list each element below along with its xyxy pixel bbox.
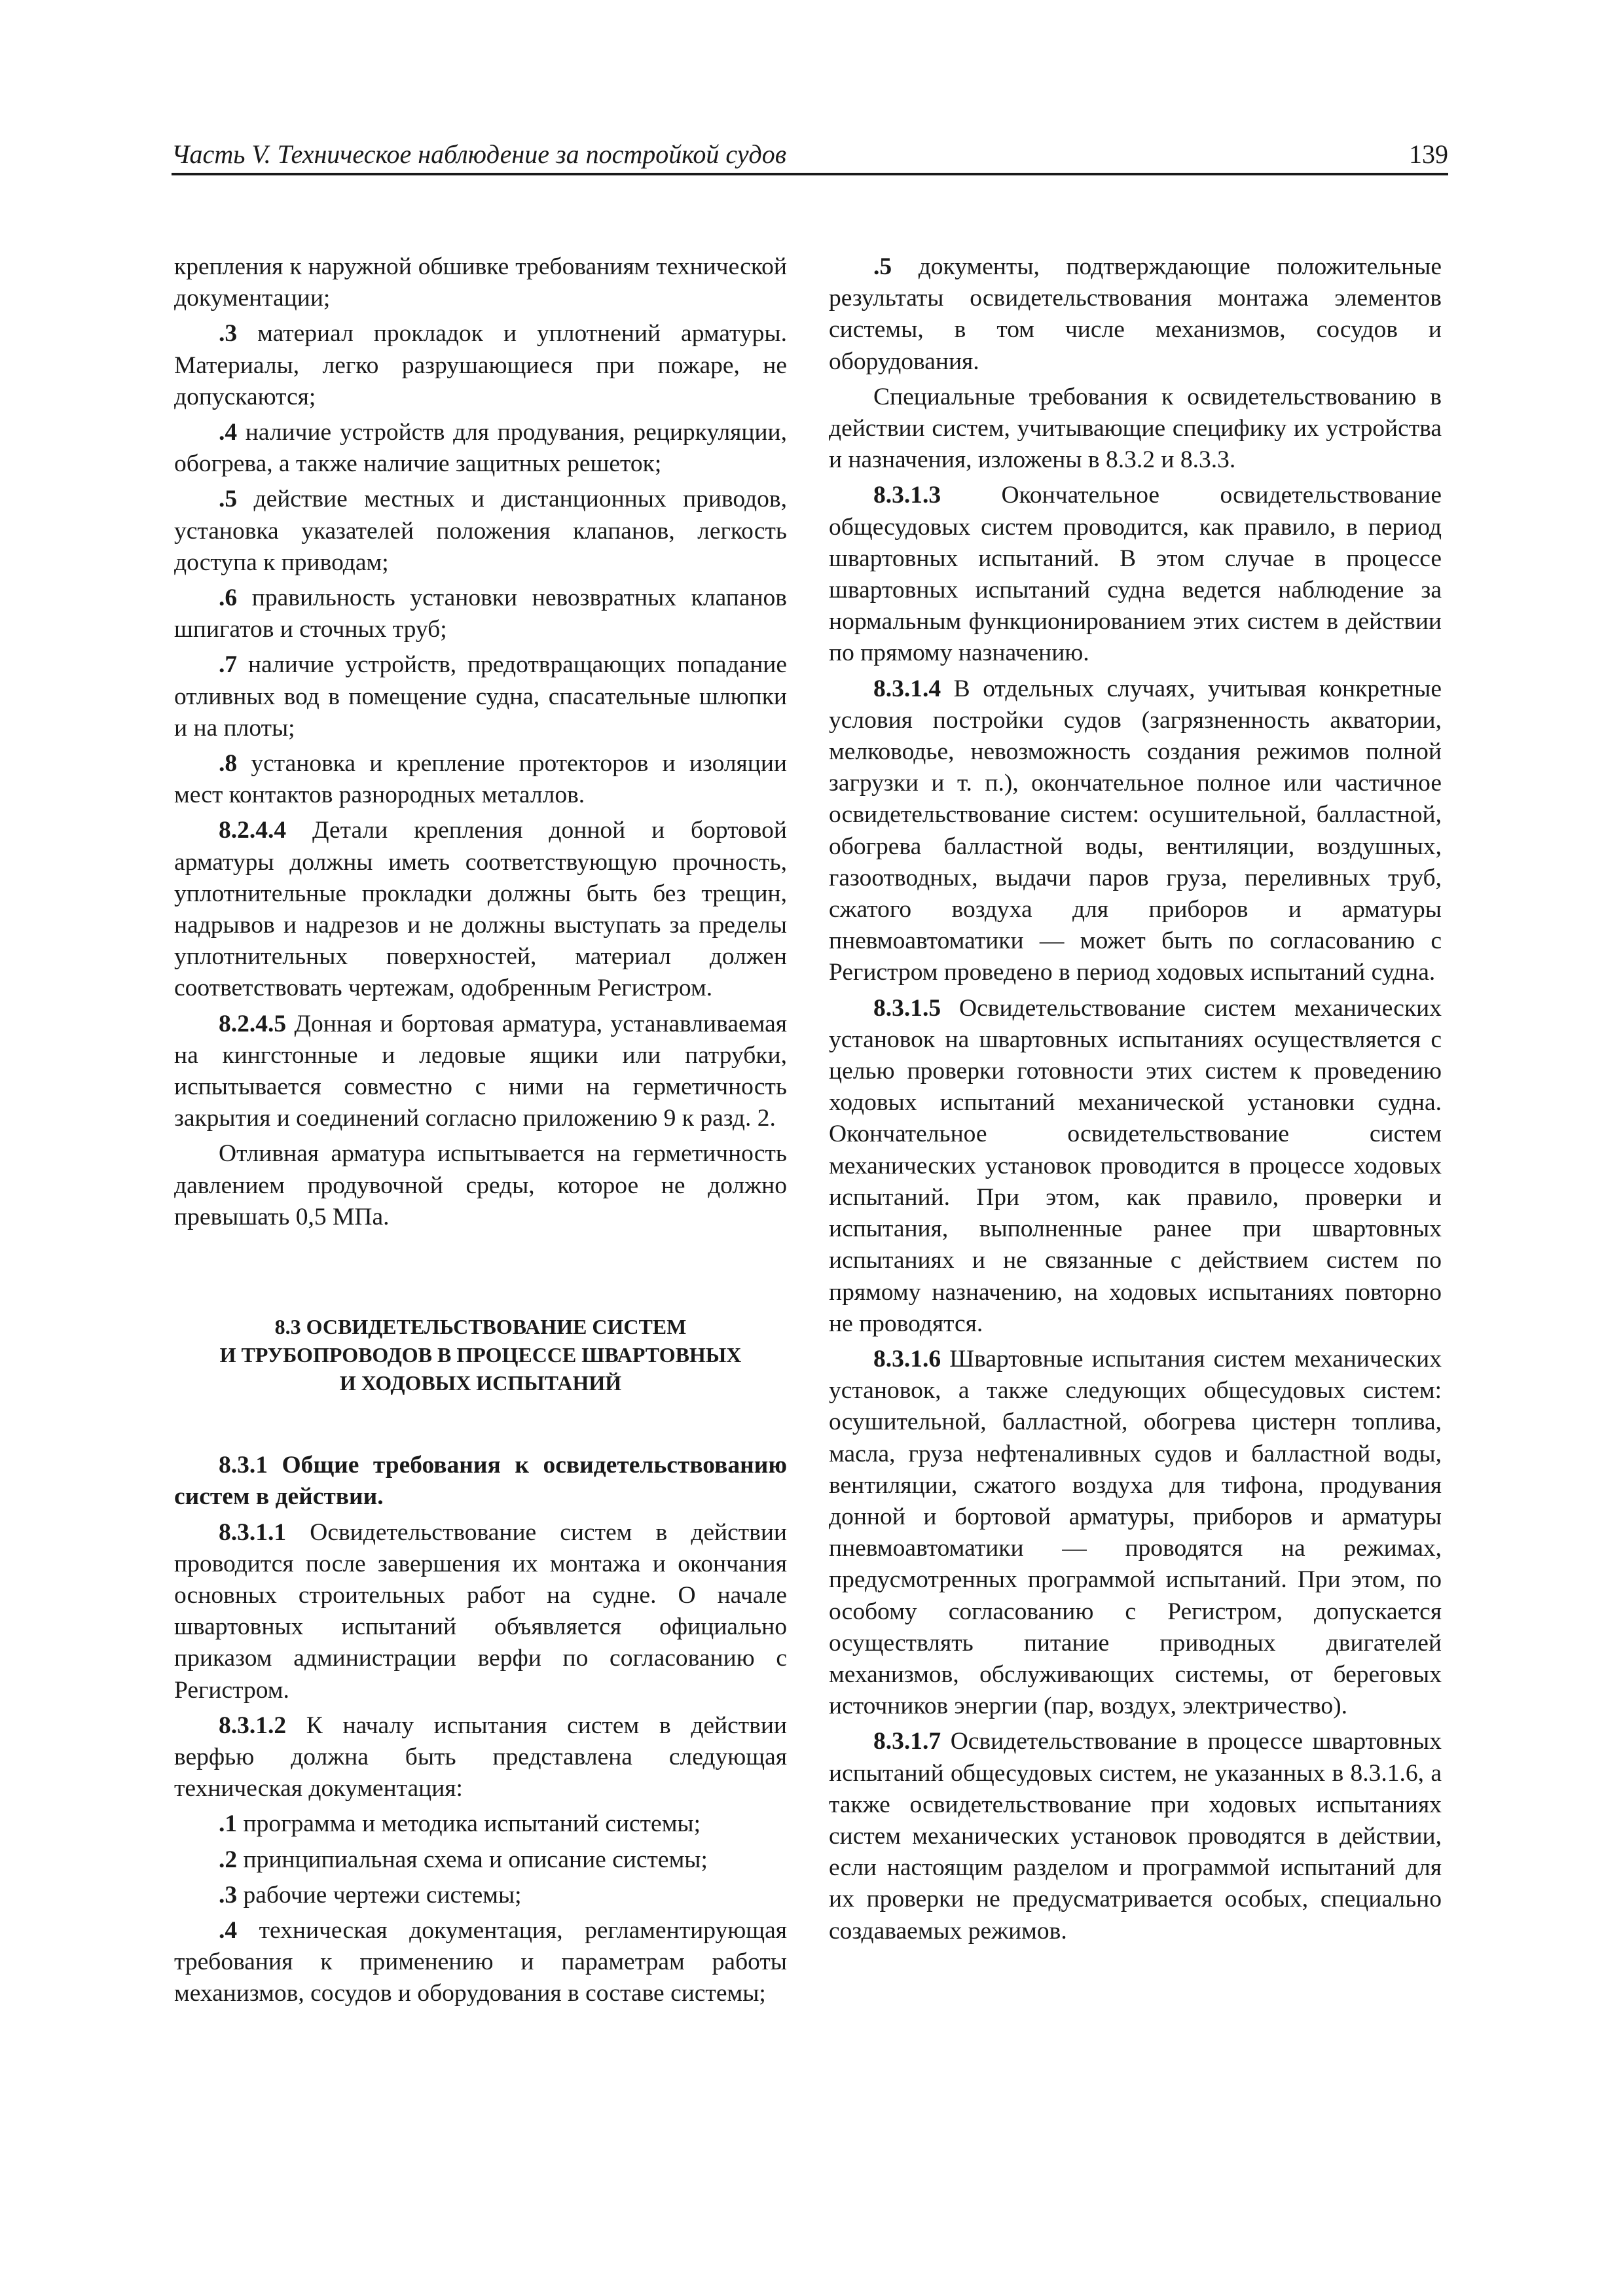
item-number: 8.2.4.5 (219, 1010, 287, 1037)
paragraph-text: К началу испытания систем в действии верфью должна быть представлена следующая техническая документация: (174, 1712, 787, 1803)
paragraph-text: Окончательное освидетельствование общесудовых систем проводится, как правило, в период швартовных испытаний. В этом случае в процессе швартовных испытаний судна ведется наблюдение за нормальным функционированием этих систем в действии по прямому назначению. (829, 482, 1442, 667)
item-number: 8.3.1.4 (873, 675, 941, 702)
item-number: .5 (873, 253, 892, 280)
paragraph (174, 417, 787, 480)
paragraph (174, 649, 787, 744)
paragraph: крепления к наружной обшивке требованиям технической документации; (174, 253, 787, 312)
item-number: 8.3.1.7 (873, 1728, 941, 1755)
item-number: 8.2.4.4 (219, 817, 287, 844)
section-title (174, 1313, 787, 1397)
item-number: .4 (219, 1916, 238, 1944)
paragraph (829, 1344, 1442, 1722)
paragraph (174, 583, 787, 645)
paragraph (174, 1710, 787, 1805)
paragraph (174, 748, 787, 811)
right-column (829, 251, 1442, 1951)
paragraph (829, 480, 1442, 669)
item-number: .4 (219, 419, 238, 446)
item-number: .7 (219, 651, 238, 679)
paragraph (174, 484, 787, 579)
item-number: .3 (219, 320, 238, 348)
paragraph-text: правильность установки невозвратных клапанов шпигатов и сточных труб; (174, 584, 787, 643)
paragraph (174, 318, 787, 413)
item-number: 8.3.1.3 (873, 482, 941, 509)
paragraph-text: В отдельных случаях, учитывая конкретные условия постройки судов (загрязненность акватории, мелководье, невозможность создания режимов полной загрузки и т. п.), окончательное полное или частичное освидетельствование систем: осушительной, балластной, обогрева балластной воды, вентиляции, воздушных, газоотводных, выдачи паров груза, переливных труб, сжатого воздуха для приборов и арматуры пневмоавтоматики — может быть по согласованию с Регистром проведено в период ходовых испытаний судна. (829, 675, 1442, 986)
item-number: .2 (219, 1846, 238, 1873)
section-title-line: И ТРУБОПРОВОДОВ В ПРОЦЕССЕ ШВАРТОВНЫХ (219, 1343, 742, 1367)
paragraph-text: Освидетельствование систем механических установок на швартовных испытаниях осуществляется с целью проверки готовности этих систем к проведению ходовых испытаний механической установки судна. Окончательное освидетельствование систем механических установок проводится в процессе ходовых испытаний. При этом, как правило, проверки и испытания, выполненные ранее при швартовных испытаниях и не связанные с действием систем по прямому назначению, на ходовых испытаниях повторно не проводятся. (829, 994, 1442, 1337)
list-item (829, 251, 1442, 378)
item-number: 8.3.1.2 (219, 1712, 287, 1739)
section-title-line: 8.3 ОСВИДЕТЕЛЬСТВОВАНИЕ СИСТЕМ (274, 1315, 687, 1339)
list-item (174, 1915, 787, 2010)
paragraph: Отливная арматура испытывается на герметичность давлением продувочной среды, которое не должно превышать 0,5 МПа. (174, 1140, 787, 1230)
item-number: .1 (219, 1810, 238, 1838)
item-number: .8 (219, 750, 238, 778)
paragraph: Специальные требования к освидетельствованию в действии систем, учитывающие специфику их устройства и назначения, изложены в 8.3.2 и 8.3.3. (829, 383, 1442, 474)
paragraph-text: принципиальная схема и описание системы; (237, 1846, 708, 1873)
paragraph (829, 1726, 1442, 1946)
item-number: 8.3.1.1 (219, 1518, 287, 1546)
item-number: 8.3.1.5 (873, 994, 941, 1022)
item-number: .5 (219, 486, 238, 513)
paragraph (829, 993, 1442, 1340)
paragraph-text: Освидетельствование в процессе швартовных испытаний общесудовых систем, не указанных в 8.3.1.6, а также освидетельствование при ходовых испытаниях систем механических установок проводятся в действии, если настоящим разделом и программой испытаний для их проверки не предусматривается особых, специально создаваемых режимов. (829, 1728, 1442, 1945)
header-title: Часть V. Техническое наблюдение за постройкой судов (172, 139, 787, 169)
paragraph-text: установка и крепление протекторов и изоляции мест контактов разнородных металлов. (174, 750, 787, 809)
paragraph-text: наличие устройств для продувания, рециркуляции, обогрева, а также наличие защитных решеток; (174, 419, 787, 478)
paragraph-text: программа и методика испытаний системы; (237, 1810, 701, 1838)
paragraph-text: рабочие чертежи системы; (237, 1881, 522, 1909)
list-item (174, 1880, 787, 1911)
page-number: 139 (1409, 139, 1448, 169)
paragraph (829, 673, 1442, 989)
item-number: .6 (219, 584, 238, 612)
paragraph-text: действие местных и дистанционных приводов, установка указателей положения клапанов, легкость доступа к приводам; (174, 486, 787, 576)
subsection-heading: 8.3.1 Общие требования к освидетельствованию систем в действии. (174, 1452, 787, 1511)
item-number: .3 (219, 1881, 238, 1909)
paragraph-text: техническая документация, регламентирующая требования к применению и параметрам работы механизмов, сосудов и оборудования в составе системы; (174, 1916, 787, 2007)
list-item (174, 1808, 787, 1840)
paragraph-text: Донная и бортовая арматура, устанавливаемая на кингстонные и ледовые ящики или патрубки, испытывается совместно с ними на герметичность закрытия и соединений согласно приложению 9 к разд. 2. (174, 1010, 787, 1132)
item-number: 8.3.1.6 (873, 1345, 941, 1372)
running-header (172, 139, 1448, 175)
paragraph (174, 1517, 787, 1706)
paragraph (174, 815, 787, 1004)
list-item (174, 1844, 787, 1876)
paragraph-text: Освидетельствование систем в действии проводится после завершения их монтажа и окончания основных строительных работ на судне. О начале швартовных испытаний объявляется официально приказом администрации верфи по согласованию с Регистром. (174, 1518, 787, 1704)
section-title-line: И ХОДОВЫХ ИСПЫТАНИЙ (339, 1371, 622, 1395)
paragraph-text: Детали крепления донной и бортовой арматуры должны иметь соответствующую прочность, уплотнительные прокладки должны быть без трещин, надрывов и надрезов и не должны выступать за пределы уплотнительных поверхностей, материал должен соответствовать чертежам, одобренным Регистром. (174, 817, 787, 1002)
paragraph-text: материал прокладок и уплотнений арматуры. Материалы, легко разрушающиеся при пожаре, не допускаются; (174, 320, 787, 410)
paragraph (174, 1009, 787, 1135)
left-column (174, 251, 787, 2014)
paragraph-text: наличие устройств, предотвращающих попадание отливных вод в помещение судна, спасательные шлюпки и на плоты; (174, 651, 787, 742)
paragraph-text: документы, подтверждающие положительные результаты освидетельствования монтажа элементов системы, в том числе механизмов, сосудов и оборудования. (829, 253, 1442, 375)
paragraph-text: Швартовные испытания систем механических установок, а также следующих общесудовых систем: осушительной, балластной, обогрева цистерн топлива, масла, груза нефтеналивных судов и балластной воды, вентиляции, сжатого воздуха для тифона, продувания донной и бортовой арматуры, приборов и арматуры пневмоавтоматики — проводятся на режимах, предусмотренных программой испытаний. При этом, по особому согласованию с Регистром, допускается осуществлять питание приводных двигателей механизмов, обслуживающих системы, от береговых источников энергии (пар, воздух, электричество). (829, 1345, 1442, 1720)
